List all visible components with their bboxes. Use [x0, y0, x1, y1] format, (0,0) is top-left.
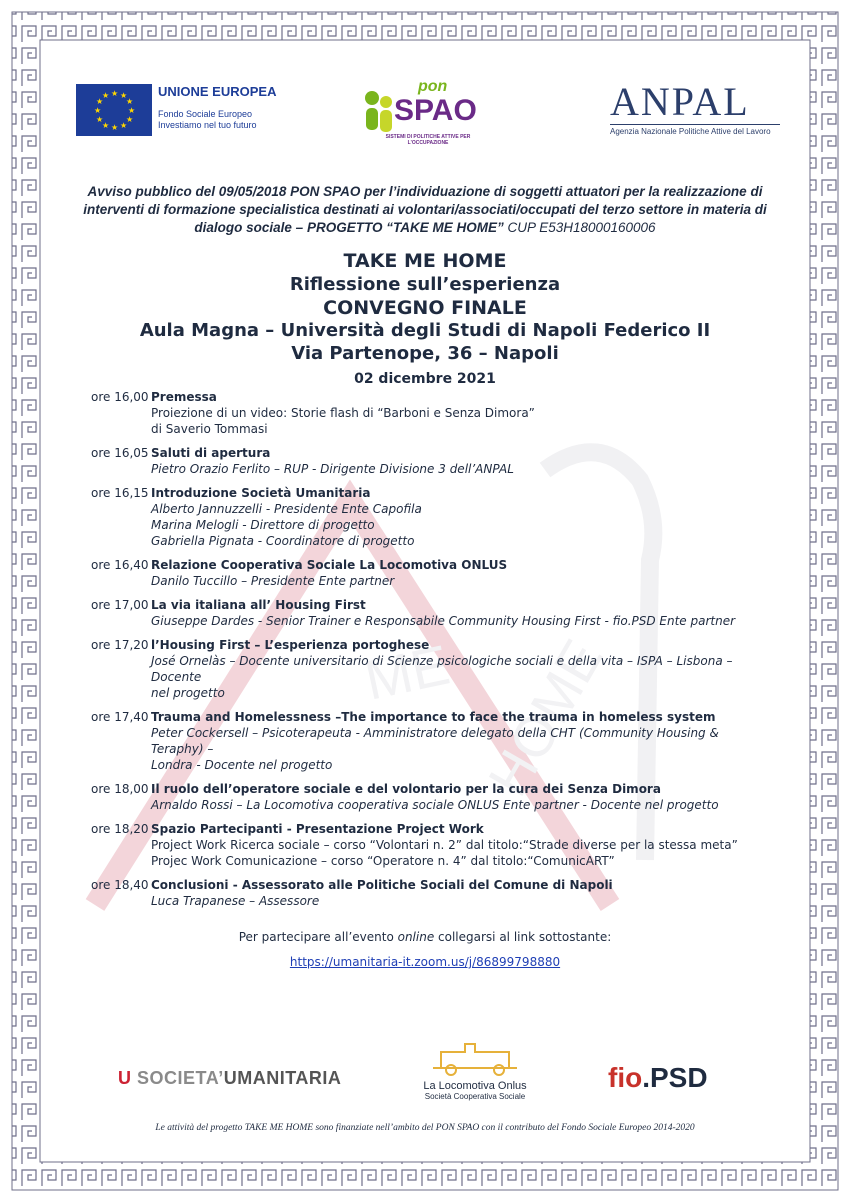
session-detail: Arnaldo Rossi – La Locomotiva cooperativa sociale ONLUS Ente partner - Docente nel progetto	[151, 798, 719, 812]
svg-text:HOME: HOME	[475, 629, 615, 806]
program-session	[91, 597, 761, 629]
program-session	[91, 821, 761, 869]
session-time: ore 18,40	[91, 878, 149, 892]
session-heading: l’Housing First – L’esperienza portoghese	[151, 638, 430, 652]
program-schedule	[91, 389, 761, 917]
session-heading: Il ruolo dell’operatore sociale e del volontario per la cura dei Senza Dimora	[151, 782, 661, 796]
svg-text:★: ★	[102, 121, 110, 130]
locomotiva-subtitle: Società Cooperativa Sociale	[424, 1092, 526, 1101]
session-detail: Giuseppe Dardes - Senior Trainer e Responsabile Community Housing First - fio.PSD Ente partner	[151, 614, 736, 628]
session-body	[151, 709, 761, 773]
session-heading: Relazione Cooperativa Sociale La Locomotiva ONLUS	[151, 558, 508, 572]
session-heading: Trauma and Homelessness –The importance to face the trauma in homeless system	[151, 710, 716, 724]
session-time: ore 18,20	[91, 822, 149, 836]
locomotiva-logo	[410, 1034, 540, 1101]
session-body	[151, 445, 514, 477]
session-time: ore 16,40	[91, 558, 149, 572]
program-session	[91, 485, 761, 549]
program-session	[91, 781, 761, 813]
pon-big-text: SPAO	[394, 94, 477, 127]
svg-text:★: ★	[102, 91, 110, 100]
session-detail: Peter Cockersell – Psicoterapeuta - Amministratore delegato della CHT (Community Housing & Teraphy) –	[151, 726, 719, 756]
session-time: ore 16,00	[91, 390, 149, 404]
pon-subtitle: SISTEMI DI POLITICHE ATTIVE PER L'OCCUPAZIONE	[385, 134, 471, 146]
public-notice	[62, 183, 788, 237]
eu-flag-icon	[76, 84, 152, 136]
svg-text:★: ★	[111, 123, 119, 132]
online-before: Per partecipare all’evento	[238, 930, 398, 944]
session-time: ore 17,20	[91, 638, 149, 652]
eu-title: UNIONE EUROPEA	[158, 84, 277, 99]
svg-text:ME: ME	[359, 632, 455, 712]
program-session	[91, 557, 761, 589]
session-detail: Pietro Orazio Ferlito – RUP - Dirigente Divisione 3 dell’ANPAL	[151, 462, 514, 476]
locomotiva-name: La Locomotiva Onlus	[423, 1080, 527, 1092]
program-session	[91, 445, 761, 477]
session-heading: Conclusioni - Assessorato alle Politiche Sociali del Comune di Napoli	[151, 878, 613, 892]
session-heading: La via italiana all’ Housing First	[151, 598, 366, 612]
svg-text:★: ★	[128, 106, 136, 115]
anpal-name: ANPAL	[610, 79, 750, 124]
pon-spao-logo	[360, 78, 480, 158]
event-title: TAKE ME HOME	[343, 250, 507, 272]
svg-text:★: ★	[96, 115, 104, 124]
session-body	[151, 637, 761, 701]
svg-text:★: ★	[120, 91, 128, 100]
event-type: CONVEGNO FINALE	[323, 297, 527, 319]
session-heading: Introduzione Società Umanitaria	[151, 486, 371, 500]
session-body	[151, 557, 507, 589]
online-after: collegarsi al link sottostante:	[434, 930, 612, 944]
svg-text:★: ★	[120, 121, 128, 130]
event-subtitle: Riflessione sull’esperienza	[289, 274, 561, 295]
svg-text:★: ★	[111, 89, 119, 98]
session-detail: di Saverio Tommasi	[151, 422, 268, 436]
eu-logo	[76, 84, 276, 136]
anpal-subtitle: Agenzia Nazionale Politiche Attive del Lavoro	[610, 124, 780, 136]
session-detail: nel progetto	[151, 686, 225, 700]
session-detail: Gabriella Pignata - Coordinatore di progetto	[151, 534, 415, 548]
session-body	[151, 781, 719, 813]
eu-sub-line-1: Fondo Sociale Europeo	[158, 109, 253, 119]
zoom-link[interactable]: https://umanitaria-it.zoom.us/j/86899798880	[289, 955, 561, 969]
session-time: ore 17,40	[91, 710, 149, 724]
session-detail: Danilo Tuccillo – Presidente Ente partner	[151, 574, 395, 588]
program-session	[91, 877, 761, 909]
train-icon	[425, 1034, 525, 1078]
session-time: ore 16,15	[91, 486, 149, 500]
online-instructions	[0, 930, 850, 944]
eu-sub-line-2: Investiamo nel tuo futuro	[158, 120, 257, 130]
fio-text: fio	[608, 1062, 643, 1093]
notice-cup: CUP E53H18000160006	[503, 220, 656, 235]
psd-text: .PSD	[642, 1062, 708, 1093]
session-heading: Saluti di apertura	[151, 446, 271, 460]
anpal-logo	[610, 80, 780, 136]
session-time: ore 17,00	[91, 598, 149, 612]
session-body	[151, 821, 738, 869]
program-session	[91, 709, 761, 773]
svg-text:★: ★	[96, 97, 104, 106]
session-detail: Proiezione di un video: Storie flash di “Barboni e Senza Dimora”	[151, 406, 535, 420]
footer-note: Le attività del progetto TAKE ME HOME sono finanziate nell’ambito del PON SPAO con il contributo del Fondo Sociale Europeo 2014-2020	[155, 1123, 695, 1133]
program-session	[91, 389, 761, 437]
event-date: 02 dicembre 2021	[354, 371, 496, 387]
event-venue: Aula Magna – Università degli Studi di Napoli Federico II	[139, 320, 711, 341]
session-detail: Londra - Docente nel progetto	[151, 758, 333, 772]
program-session	[91, 637, 761, 701]
partner-logos	[110, 1034, 750, 1114]
umanitaria-text-a: SOCIETA’	[137, 1068, 224, 1088]
session-detail: Luca Trapanese – Assessore	[151, 894, 320, 908]
societa-umanitaria-logo	[118, 1068, 341, 1089]
session-detail: Project Work Ricerca sociale – corso “Volontari n. 2” dal titolo:“Strade diverse per la stessa meta”	[151, 838, 738, 852]
umanitaria-text-b: UMANITARIA	[223, 1068, 342, 1088]
eu-subtitle	[158, 109, 276, 131]
session-heading: Premessa	[151, 390, 217, 404]
svg-text:★: ★	[126, 115, 134, 124]
notice-text: Avviso pubblico del 09/05/2018 PON SPAO per l’individuazione di soggetti attuatori per la realizzazione di interventi di formazione specialistica destinati ai volontari/associati/occupati del terzo settore in materia di dialogo sociale – PROGETTO “TAKE ME HOME”	[83, 184, 767, 235]
online-word: online	[397, 930, 435, 944]
event-address: Via Partenope, 36 – Napoli	[291, 343, 559, 364]
svg-text:★: ★	[94, 106, 102, 115]
session-body	[151, 597, 735, 629]
session-time: ore 18,00	[91, 782, 149, 796]
session-detail: Alberto Jannuzzelli - Presidente Ente Capofila	[151, 502, 422, 516]
session-time: ore 16,05	[91, 446, 149, 460]
fio-psd-logo	[608, 1062, 708, 1094]
session-body	[151, 485, 422, 549]
top-logos	[70, 78, 780, 158]
svg-text:★: ★	[126, 97, 134, 106]
umanitaria-u-icon: U	[118, 1068, 132, 1088]
session-detail: Projec Work Comunicazione – corso “Operatore n. 4” dal titolo:“ComunicART”	[151, 854, 615, 868]
session-body	[151, 877, 613, 909]
session-detail: José Ornelàs – Docente universitario di Scienze psicologiche sociali e della vita – ISPA – Lisbona – Docente	[151, 654, 733, 684]
pon-small-text: pon	[418, 78, 448, 95]
session-heading: Spazio Partecipanti - Presentazione Project Work	[151, 822, 484, 836]
session-body	[151, 389, 535, 437]
session-detail: Marina Melogli - Direttore di progetto	[151, 518, 375, 532]
